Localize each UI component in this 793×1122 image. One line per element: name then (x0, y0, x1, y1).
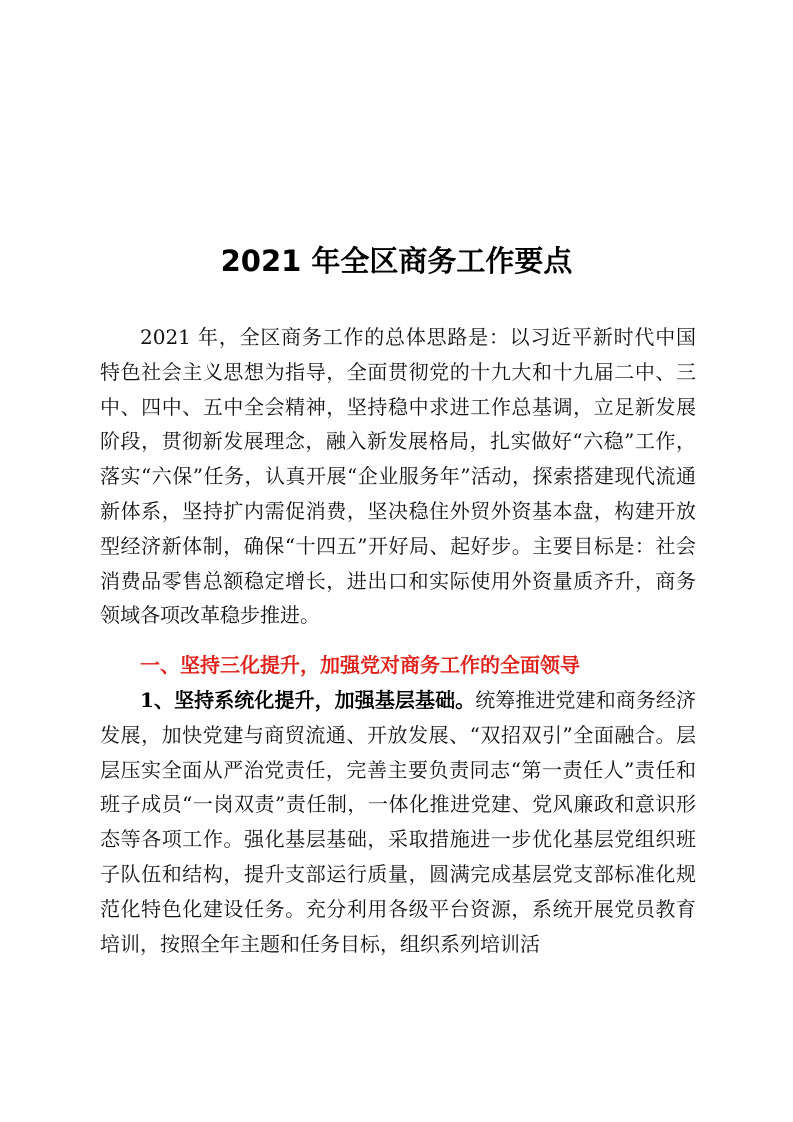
document-title: 2021 年全区商务工作要点 (220, 244, 573, 278)
paragraph-1-lead: 1、坚持系统化提升，加强基层基础。 (140, 688, 476, 712)
section-heading: 一、坚持三化提升，加强党对商务工作的全面领导 (140, 653, 580, 677)
intro-paragraph: 2021 年，全区商务工作的总体思路是：以习近平新时代中国特色社会主义思想为指导，全面贯彻党的十九大和十九届二中、三中、四中、五中全会精神，坚持稳中求进工作总基调，立足新发展阶段，贯彻新发展理念，融入新发展格局，扎实做好“六稳”工作，落实“六保”任务，认真开展“企业服务年”活动，探索搭建现代流通新体系，坚持扩内需促消费，坚决稳住外贸外资基本盘，构建开放型经济新体制，确保“十四五”开好局、起好步。主要目标是：社会消费品零售总额稳定增长，进出口和实际使用外资量质齐升，商务领域各项改革稳步推进。 (100, 325, 696, 628)
paragraph-1 (100, 683, 696, 961)
paragraph-1-body: 统筹推进党建和商务经济发展，加快党建与商贸流通、开放发展、“双招双引”全面融合。层层压实全面从严治党责任，完善主要负责同志“第一责任人”责任和班子成员“一岗双责”责任制，一体化推进党建、党风廉政和意识形态等各项工作。强化基层基础，采取措施进一步优化基层党组织班子队伍和结构，提升支部运行质量，圆满完成基层党支部标准化规范化特色化建设任务。充分利用各级平台资源，系统开展党员教育培训，按照全年主题和任务目标，组织系列培训活 (100, 688, 697, 956)
